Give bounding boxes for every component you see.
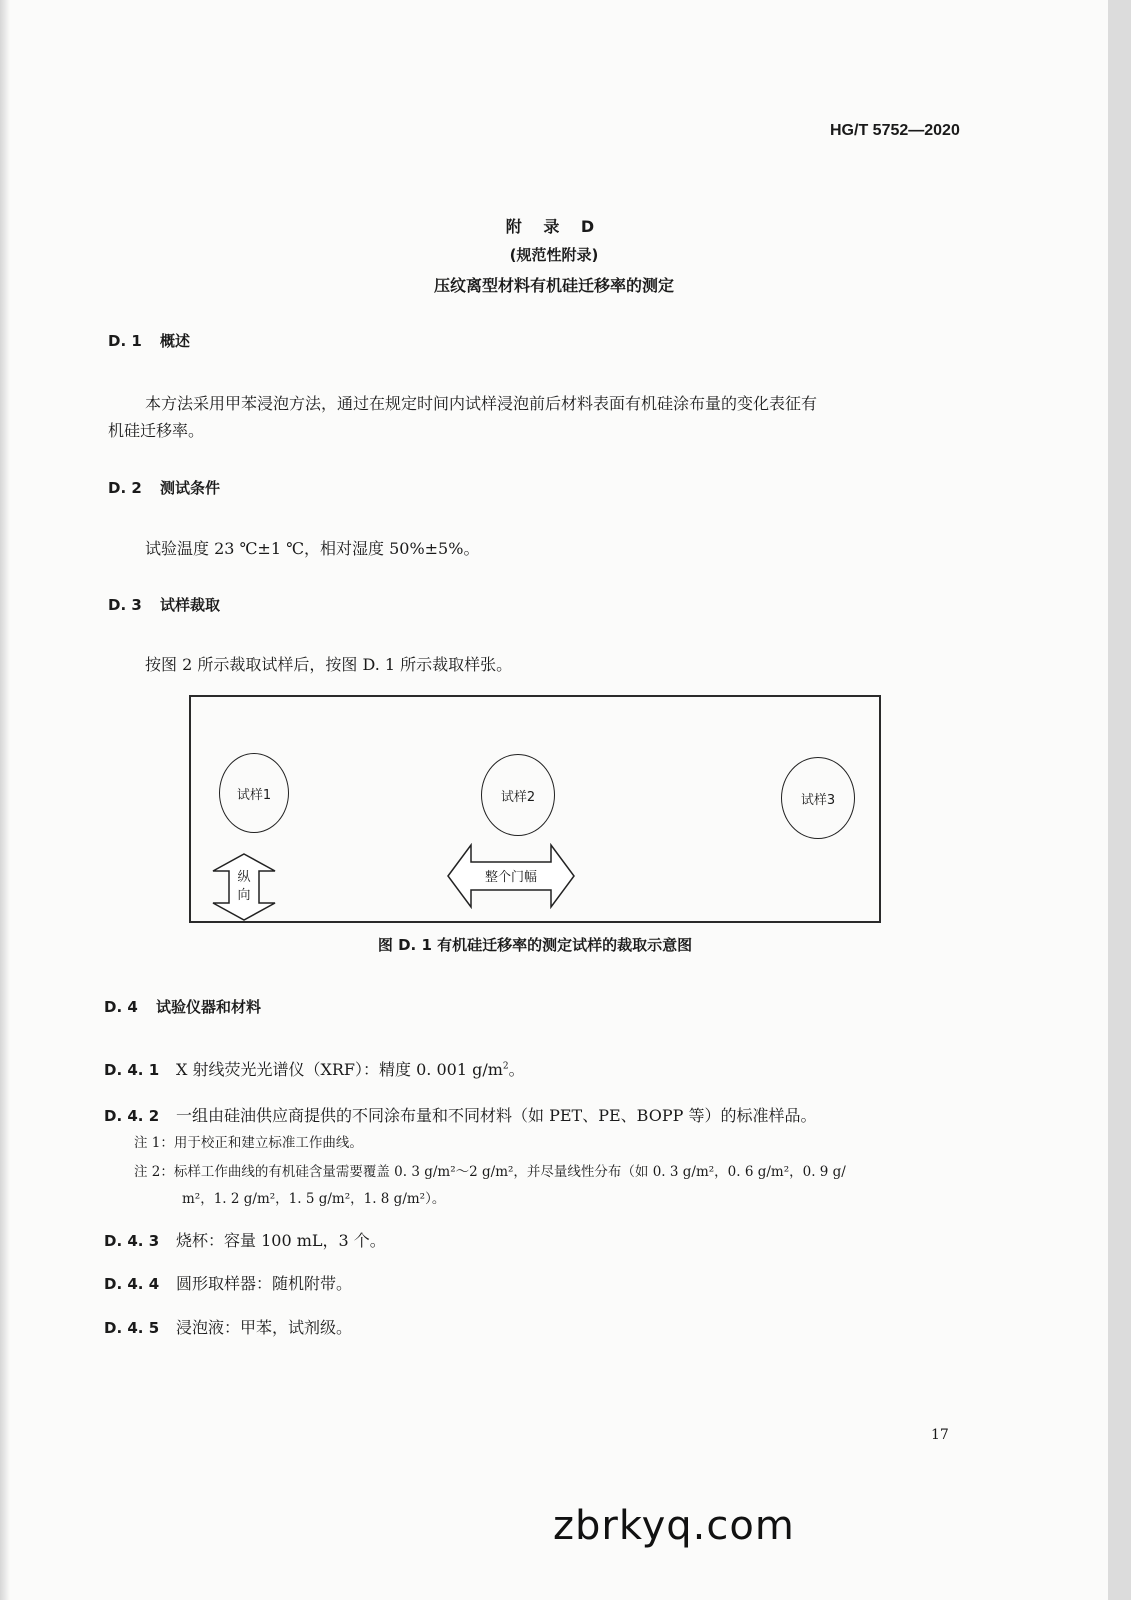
- vertical-label-char-2: 向: [237, 888, 251, 903]
- section-heading-d3: [108, 594, 220, 615]
- item-d41: [104, 1057, 525, 1080]
- item-text: 圆形取样器：随机附带。: [176, 1274, 353, 1293]
- section-title: 测试条件: [160, 479, 221, 497]
- appendix-label: 附 录 D: [505, 217, 603, 236]
- vertical-label-char-1: 纵: [237, 870, 251, 885]
- figure-caption: 图 D. 1 有机硅迁移率的测定试样的裁取示意图: [377, 936, 693, 954]
- item-d44: [104, 1271, 352, 1294]
- sample-3-label: 试样3: [800, 792, 836, 808]
- item-text: X 射线荧光光谱仪（XRF）：精度 0. 001 g/m: [176, 1060, 503, 1079]
- section-number: D. 2: [108, 479, 142, 497]
- superscript: 2: [502, 1061, 509, 1072]
- item-text: 烧杯：容量 100 mL，3 个。: [176, 1231, 386, 1250]
- section-heading-d1: [108, 330, 190, 351]
- item-d43: [104, 1228, 386, 1251]
- item-number: D. 4. 5: [104, 1319, 160, 1337]
- page-number: 17: [931, 1427, 949, 1443]
- section-number: D. 3: [108, 596, 142, 614]
- sampling-diagram: [189, 695, 881, 923]
- watermark: zbrkyq.com: [553, 1503, 795, 1549]
- page-shadow: [0, 0, 10, 1600]
- item-number: D. 4. 3: [104, 1232, 160, 1250]
- section-heading-d2: [108, 477, 220, 498]
- item-d42: [104, 1103, 816, 1126]
- d1-paragraph-line2: 机硅迁移率。: [108, 421, 205, 440]
- sample-3-circle: [781, 757, 855, 839]
- section-number: D. 1: [108, 332, 142, 350]
- note-2-line1: 注 2：标样工作曲线的有机硅含量需要覆盖 0. 3 g/m²～2 g/m²，并尽量线性分布（如 0. 3 g/m²，0. 6 g/m²，0. 9 g/: [134, 1164, 846, 1180]
- item-text: 一组由硅油供应商提供的不同涂布量和不同材料（如 PET、PE、BOPP 等）的标准样品。: [176, 1106, 817, 1125]
- section-title: 试样裁取: [160, 596, 221, 614]
- full-width-label: 整个门幅: [484, 870, 537, 885]
- d2-paragraph: 试验温度 23 ℃±1 ℃，相对湿度 50%±5%。: [145, 539, 480, 558]
- d1-paragraph-line1: 本方法采用甲苯浸泡方法，通过在规定时间内试样浸泡前后材料表面有机硅涂布量的变化表征有: [145, 394, 818, 413]
- standard-number: HG/T 5752—2020: [830, 122, 960, 139]
- scan-edge: [1108, 0, 1131, 1600]
- item-number: D. 4. 1: [104, 1061, 160, 1079]
- note-2-line2: m²，1. 2 g/m²，1. 5 g/m²，1. 8 g/m²）。: [182, 1191, 446, 1207]
- sample-2-circle: [481, 754, 555, 836]
- section-number: D. 4: [104, 998, 138, 1016]
- section-title: 概述: [160, 332, 191, 350]
- item-number: D. 4. 4: [104, 1275, 160, 1293]
- section-title: 试验仪器和材料: [156, 998, 262, 1016]
- section-heading-d4: [104, 996, 261, 1017]
- sample-2-label: 试样2: [500, 789, 536, 805]
- sample-1-label: 试样1: [236, 787, 272, 803]
- item-text: 浸泡液：甲苯，试剂级。: [176, 1318, 353, 1337]
- sample-1-circle: [219, 753, 289, 833]
- note-1: 注 1：用于校正和建立标准工作曲线。: [134, 1135, 363, 1151]
- appendix-title: 压纹离型材料有机硅迁移率的测定: [433, 276, 674, 295]
- item-text-end: 。: [508, 1060, 525, 1079]
- d3-paragraph: 按图 2 所示裁取试样后，按图 D. 1 所示裁取样张。: [145, 655, 513, 674]
- vertical-direction-label: [227, 869, 261, 905]
- item-d45: [104, 1315, 352, 1338]
- appendix-type: (规范性附录): [509, 246, 599, 264]
- item-number: D. 4. 2: [104, 1107, 160, 1125]
